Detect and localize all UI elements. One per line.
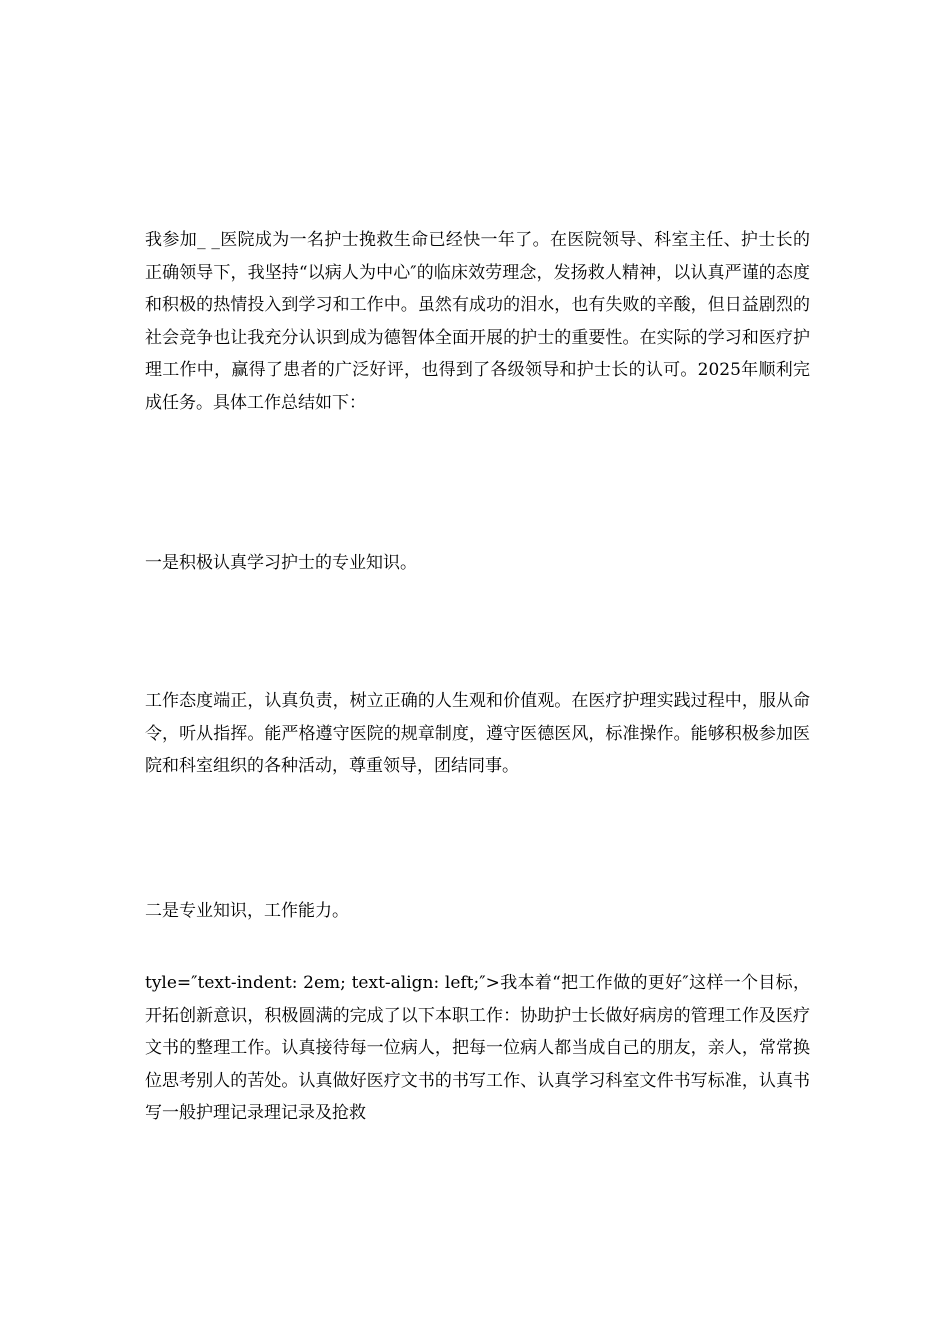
paragraph-attitude: 工作态度端正，认真负责，树立正确的人生观和价值观。在医疗护理实践过程中，服从命令，听从指挥。能严格遵守医院的规章制度，遵守医德医风，标准操作。能够积极参加医院和科室组织的各种活动，尊重领导，团结同事。: [145, 691, 810, 776]
section-heading-one: 一是积极认真学习护士的专业知识。: [145, 553, 417, 573]
paragraph-intro: 我参加_ _医院成为一名护士挽救生命已经快一年了。在医院领导、科室主任、护士长的正确领导下，我坚持“以病人为中心″的临床效劳理念，发扬救人精神，以认真严谨的态度和积极的热情投入到学习和工作中。虽然有成功的泪水，也有失败的辛酸，但日益剧烈的社会竞争也让我充分认识到成为德智体全面开展的护士的重要性。在实际的学习和医疗护理工作中，赢得了患者的广泛好评，也得到了各级领导和护士长的认可。2025年顺利完成任务。具体工作总结如下：: [145, 230, 810, 413]
section-heading-two: 二是专业知识，工作能力。: [145, 901, 349, 921]
paragraph-work-ability: tyle=″text-indent: 2em; text-align: left;″>我本着“把工作做的更好″这样一个目标，开拓创新意识，积极圆满的完成了以下本职工作：协助护士长做好病房的管理工作及医疗文书的整理工作。认真接待每一位病人，把每一位病人都当成自己的朋友，亲人，常常换位思考别人的苦处。认真做好医疗文书的书写工作、认真学习科室文件书写标准，认真书写一般护理记录理记录及抢救: [145, 973, 810, 1123]
